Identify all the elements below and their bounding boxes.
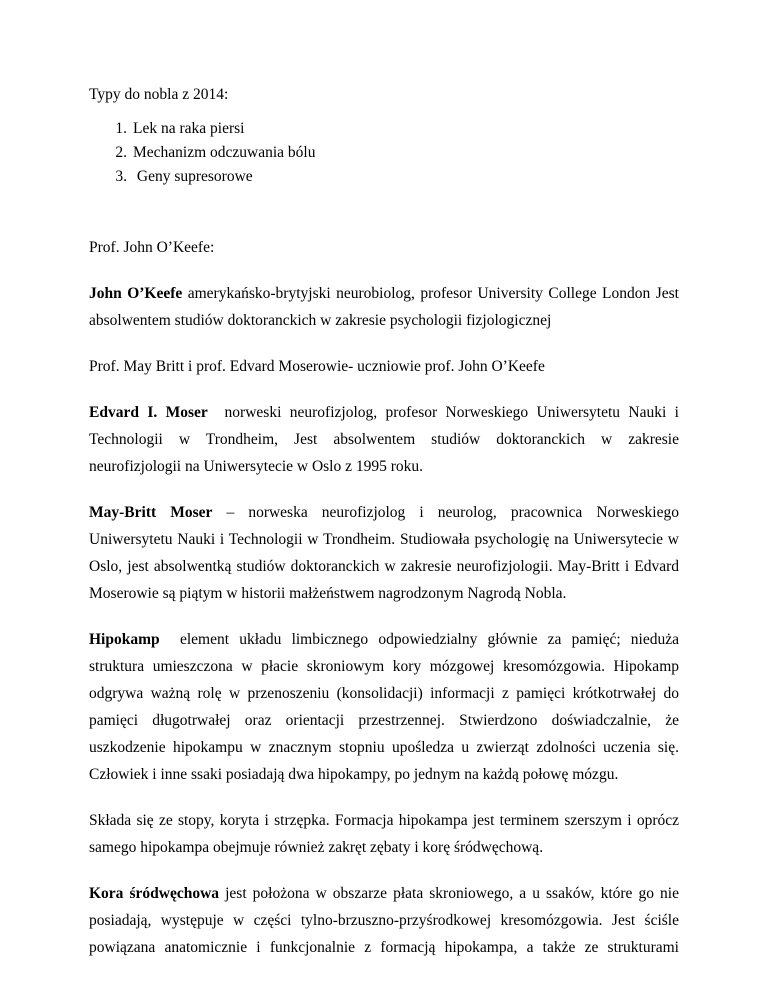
maybritt-line-4: Moserowie są piątym w historii małżeństwem nagrodzonym Nagrodą Nobla. <box>89 585 567 602</box>
maybritt-line-2: Uniwersytetu Nauki i Technologii w Trondheim. Studiowała psychologię na Uniwersytecie w <box>89 531 679 548</box>
okeefe-term: John O’Keefe <box>89 285 183 302</box>
hipokamp-line-4: pamięci długotrwałej oraz orientacji przestrzennej. Stwierdzono doświadczalnie, że <box>89 712 679 729</box>
hipokamp-term: Hipokamp <box>89 631 160 648</box>
kora-line-3: powiązana anatomicznie i funkcjonalnie z formacją hipokampa, a także ze strukturami <box>89 939 679 956</box>
hipokamp-line-3: odgrywa ważną rolę w przenoszeniu (konsolidacji) informacji z pamięci krótkotrwałej do <box>89 685 679 702</box>
list-item <box>89 139 316 166</box>
hipokamp-line-5: uszkodzenie hipokampu w znacznym stopniu upośledza u zwierząt zdolności uczenia się. <box>89 739 679 756</box>
hipokamp-line-1: Hipokamp element układu limbicznego odpowiedzialny głównie za pamięć; nieduża <box>89 631 679 648</box>
edvard-term: Edvard I. Moser <box>89 404 208 421</box>
edvard-line-1: Edvard I. Moser norweski neurofizjolog, profesor Norweskiego Uniwersytetu Nauki i <box>89 404 679 421</box>
kora-line-2: posiadają, występuje w części tylno-brzuszno-przyśrodkowej kresomózgowia. Jest ściśle <box>89 912 679 929</box>
okeefe-line-1: John O’Keefe amerykańsko-brytyjski neurobiolog, profesor University College London Jest <box>89 285 679 302</box>
sklada-line-2: samego hipokampa obejmuje również zakręt zębaty i korę śródwęchową. <box>89 839 544 856</box>
prof-okeefe-heading: Prof. John O’Keefe: <box>89 239 215 256</box>
maybritt-term: May-Britt Moser <box>89 504 213 521</box>
list-number: 1. <box>115 120 127 137</box>
students-line: Prof. May Britt i prof. Edvard Moserowie- uczniowie prof. John O’Keefe <box>89 358 545 375</box>
list-number: 3. <box>115 168 127 185</box>
maybritt-line-1: May-Britt Moser – norweska neurofizjolog i neurolog, pracownica Norweskiego <box>89 504 679 521</box>
sklada-line-1: Składa się ze stopy, koryta i strzępka. Formacja hipokampa jest terminem szerszym i oprócz <box>89 812 679 829</box>
list-number: 2. <box>115 144 127 161</box>
list-text: Mechanizm odczuwania bólu <box>133 144 316 161</box>
list-item <box>89 115 244 142</box>
hipokamp-line-2: struktura umieszczona w płacie skroniowym kory mózgowej kresomózgowia. Hipokamp <box>89 658 679 675</box>
edvard-line-3: neurofizjologii na Uniwersytecie w Oslo z 1995 roku. <box>89 458 424 475</box>
maybritt-line-3: Oslo, jest absolwentką studiów doktoranckich w zakresie neurofizjologii. May-Britt i Edvard <box>89 558 679 575</box>
list-text: Geny supresorowe <box>133 168 253 185</box>
list-text: Lek na raka piersi <box>133 120 245 137</box>
edvard-line-2: Technologii w Trondheim, Jest absolwentem studiów doktoranckich w zakresie <box>89 431 679 448</box>
okeefe-line-2: absolwentem studiów doktoranckich w zakresie psychologii fizjologicznej <box>89 312 552 329</box>
kora-line-1: Kora śródwęchowa jest położona w obszarze płata skroniowego, a u ssaków, które go nie <box>89 885 679 902</box>
kora-term: Kora śródwęchowa <box>89 885 220 902</box>
heading: Typy do nobla z 2014: <box>89 86 229 103</box>
hipokamp-line-6: Człowiek i inne ssaki posiadają dwa hipokampy, po jednym na każdą połowę mózgu. <box>89 766 619 783</box>
list-item <box>89 163 253 190</box>
